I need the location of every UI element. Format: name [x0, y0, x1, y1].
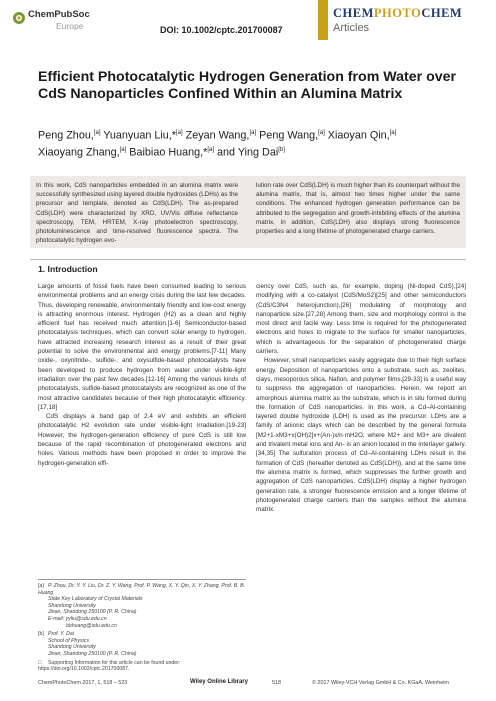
- body-right-column: [256, 282, 466, 514]
- paragraph: Large amounts of fossil fuels have been consumed leading to serious environmental problems and an energy crisis during the last few decades. Thus, developing renewable, environmentally friendly and low-cost energy is attracting enormous interest. Hydrogen (H2) as a clean and highly efficient fuel has received much attention.[1-6] Semiconductor-based photocatalysis techniques, which can convert solar energy to hydrogen, have attracted increasing research interest as a result of their great potential to solve the environmental and energy problems.[7-11] Many oxide-, oxynitride-, sulfide-, and oxysulfide-based photocatalysts have been developed to produce hydrogen from water under visible-light irradiation over the past few decades.[12-16] Among the various kinds of photocatalysts, sulfide-based photocatalysts are recognized as one of the most attractive candidates because of their high photocatalytic efficiency.[17,18]: [38, 283, 246, 411]
- footnote-b: [b] Prof. Y. Dai: [38, 631, 74, 638]
- publisher-sub: Europe: [56, 21, 84, 31]
- author-list: Peng Zhou,[a] Yuanyuan Liu,*[a] Zeyan Wang,[a] Peng Wang,[a] Xiaoyan Qin,[a] Xiaoyang Zhang,[a] Baibiao Huang,*[a] and Ying Dai[b]: [38, 129, 397, 159]
- section-divider: [30, 259, 466, 260]
- journal-name: CHEMPHOTOCHEM: [333, 6, 463, 20]
- page-number: 518: [272, 680, 281, 686]
- abstract-left: In this work, CdS nanoparticles embedded in an alumina matrix were successfully synthesized using layered double hydroxides (LDHs) as the precursor and template, denoted as CdS(LDH). The as-prepared CdS(LDH) were characterized by XRD, UV/Vis diffuse reflectance spectroscopy, TEM, HRTEM, X-ray photoelectron spectroscopy, photoluminescence and time-resolved fluorescence spectra. The photocatalytic hydrogen evo-: [36, 182, 238, 245]
- affiliation-line: Shandong University: [48, 602, 96, 609]
- affiliation-line: Jinan, Shandong 250100 (P. R. China): [48, 650, 137, 657]
- article-title: Efficient Photocatalytic Hydrogen Generation from Water over CdS Nanoparticles Confined Within an Alumina Matrix: [38, 69, 457, 102]
- document-icon: □: [38, 659, 42, 666]
- article-type: Articles: [333, 22, 370, 34]
- paragraph: CdS displays a band gap of 2.4 eV and exhibits an efficient photocatalytic H2 evolution rate under visible-light irradiation.[19-23] However, the hydrogen-generation efficiency of pure CdS is still low because of the rapid recombination of photogenerated electrons and holes. Various methods have been proposed in order to improve the hydrogen-generation effi-: [38, 413, 246, 467]
- supporting-info[interactable]: □ Supporting Information for this article can be found under: https://doi.org/10.1002/cptc.201700087.: [38, 659, 181, 673]
- section-title: 1. Introduction: [38, 264, 98, 274]
- footer-wiley-link[interactable]: Wiley Online Library: [190, 679, 248, 685]
- footnote-a: [a] P. Zhou, Dr. Y. Y. Liu, Dr. Z. Y. Wang, Prof. P. Wang, X. Y. Qin, X. Y. Zhang, Prof. B. B. Huang: [38, 583, 246, 596]
- email-line[interactable]: bbhuang@sdu.edu.cn: [66, 622, 117, 629]
- affiliation-line: Jinan, Shandong 250100 (P. R. China): [48, 609, 137, 616]
- footer-copyright: © 2017 Wiley-VCH Verlag GmbH & Co. KGaA, Weinheim: [312, 680, 449, 686]
- publisher-name: ChemPubSoc: [28, 9, 90, 20]
- journal-accent-strip: [318, 0, 328, 40]
- affiliation-line: State Key Laboratory of Crystal Materials: [48, 596, 143, 603]
- footer-citation: ChemPhotoChem 2017, 1, 518 – 523: [38, 680, 128, 686]
- body-left-column: [38, 282, 246, 468]
- affiliation-line: Shandong University: [48, 644, 96, 651]
- paragraph: ciency over CdS, such as, for example, doping (Ni-doped CdS),[24] modifying with a co-catalyst (CdS/MoS2)[25] and other semiconductors (CdS/C3N4 heterojunction),[26] modulating of morphology and nanoparticle size.[27,28] Among them, size and morphology control is the most direct and facile way. Less time is required for the photogenerated electrons and holes to migrate to the surface for smaller nanoparticles, which is advantageous for the separation of photogenerated charge carriers.: [256, 283, 466, 356]
- email-line[interactable]: E-mail: yyliu@sdu.edu.cn: [48, 615, 107, 622]
- abstract-right: lution rate over CdS(LDH) is much higher than its counterpart without the alumina matrix, that is, almost two times higher under the same conditions. The enhanced hydrogen generation performance can be attributed to the segregation and growth-inhibiting effects of the alumina matrix. In addition, CdS(LDH) also displays strong fluorescence properties and a long lifetime of photogenerated charge carriers.: [256, 182, 460, 236]
- affiliation-footnotes: [38, 583, 246, 673]
- paragraph: However, small nanoparticles easily aggregate due to their high surface energy. Deposition of nanoparticles onto a substrate, such as, zeolites, clays, mesoporous silica, Nafion, and polymer films,[29-33] is a useful way to suppress the aggregation of nanoparticles. Herein, we report an amorphous alumina matrix as the substrate, which is in situ formed during the formation of CdS nanoparticles. In this work, a Cd–Al-containing layered double hydroxide (LDH) is used as the precursor. LDHs are a family of anionic clays which can be described by the general formula [M2+1-xM3+x(OH)2]x+(An-)x/n·mH2O, where M2+ and M3+ are divalent and trivalent metal ions and An- is an anion located in the interlayer gallery.[34,35] The sulfuration process of Cd–Al-containing LDHs result in the formation of CdS (hereafter denoted as CdS(LDH)), and at the same time the alumina matrix is formed, which suppresses the further growth and aggregation of CdS nanoparticles. CdS(LDH) display a higher hydrogen generation rate, a stronger fluorescence emission and a longer lifetime of photogenerated charge carriers than the samples without the alumina matrix.: [256, 357, 466, 514]
- doi[interactable]: DOI: 10.1002/cptc.201700087: [160, 25, 283, 35]
- footnote-rule: [38, 579, 246, 580]
- affiliation-line: School of Physics: [48, 637, 89, 644]
- publisher-logo-icon: [12, 11, 26, 25]
